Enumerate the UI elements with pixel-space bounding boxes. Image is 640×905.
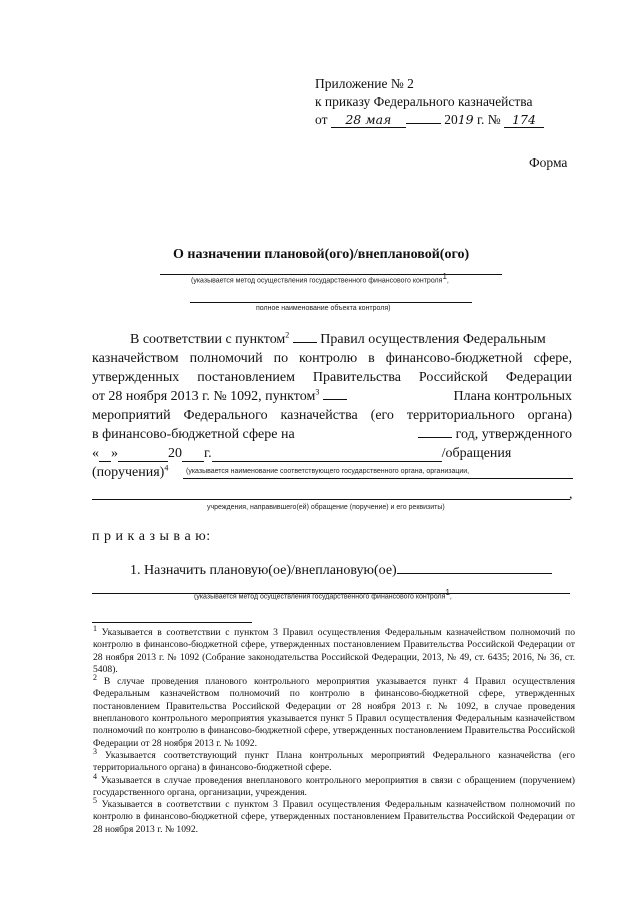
form-label: Форма: [529, 155, 568, 170]
order-word: п р и к а з ы в а ю:: [92, 529, 211, 544]
footnote-5: $^5$ Указывается в соответствии с пунктом 3 Правил осуществления Федеральным казначейством полномочий по контролю в финансово-бюджетной сфере, утвержденных постановлением Правительства Российской Федерации от 28 ноября 2013 г. № 1092.: [93, 795, 575, 835]
footnote-3: $^3$ Указывается соответствующий пункт Плана контрольных мероприятий Федерального казначейства (его территориального органа) в финансово-бюджетной сфере.: [93, 746, 575, 774]
appendix-label: Приложение № 2: [315, 76, 414, 91]
requester-hint: учреждения, направившего(ей) обращение (поручение) и его реквизиты): [207, 504, 445, 511]
footnote-2: $^2$ В случае проведения планового контрольного мероприятия указывается пункт 4 Правил осуществления Федеральным казначейством полномочий по контролю в финансово-бюджетной сфере, утвержденных постановлением Правительства Российской Федерации от 28 ноября 2013 г. № 1092, в случае проведения внепланового контрольного мероприятия указывается пункт 5 Правил осуществления Федеральным казначейством полномочий по контролю в финансово-бюджетной сфере, утвержденных постановлением Правительства Российской Федерации от 28 ноября 2013 г. № 1092.: [93, 673, 575, 749]
order-reference: к приказу Федерального казначейства: [315, 94, 533, 109]
document-title: О назначении плановой(ого)/внеплановой(ого): [173, 247, 470, 262]
paragraph-line-1: В соответствии с пунктом$^2$ Правил осуществления Федеральным: [130, 330, 546, 347]
item-1: 1. Назначить плановую(ое)/внеплановую(ое): [130, 563, 552, 579]
order-number-label: г. №: [477, 112, 501, 127]
paragraph-line-6: в финансово-бюджетной сфере на год, утвержденного: [92, 427, 572, 442]
order-date-line: [315, 112, 544, 128]
document-page: Приложение № 2 к приказу Федерального казначейства от 28 мая 2019 г. № 174 Форма О назначении плановой(ого)/внеплановой(ого) (указывается метод осуществления государственного финансового контроля$^1$, полное наименование объекта контроля) В соответствии с пунктом$^2$ Правил осуществления Федеральным казначейством полномочий по контролю в финансово-бюджетной сфере, утвержденных постановлением Правительства Российской Федерации от 28 ноября 2013 г. № 1092, пунктом$^3$ Плана контрольных мероприятий Федерального казначейства (его территориального органа) в финансово-бюджетной сфере на год, утвержденного « » 20 г. /обращения (поручения)$^4$ (указывается наименование соответствующего государственного органа, организации, , учреждения, направившего(ей) обращение (поручение) и его реквизиты) п р и к а з ы в а ю: 1. Назначить плановую(ое)/внеплановую(ое) (указывается метод осуществления государственного финансового контроля$^1$, $^1$ Указывается в соответствии с пунктом 3 Правил осуществления Федеральным казначейством полномочий по контролю в финансово-бюджетной сфере, утвержденных постановлением Правительства Российской Федерации от 28 ноября 2013 г. № 1092 (Собрание законодательства Российской Федерации, 2013, № 49, ст. 6435; 2016, № 36, ст. 5408). $^2$ В случае проведения планового контрольного мероприятия указывается пункт 4 Правил осуществления Федеральным казначейством полномочий по контролю в финансово-бюджетной сфере, утвержденных постановлением Правительства Российской Федерации от 28 ноября 2013 г. № 1092, в случае проведения внепланового контрольного мероприятия указывается пункт 5 Правил осуществления Федеральным казначейством полномочий по контролю в финансово-бюджетной сфере, утвержденных постановлением Правительства Российской Федерации от 28 ноября 2013 г. № 1092. $^3$ Указывается соответствующий пункт Плана контрольных мероприятий Федерального казначейства (его территориального органа) в финансово-бюджетной сфере. $^4$ Указывается в случае проведения внепланового контрольного мероприятия в связи с обращением (поручением) государственного органа, организации, учреждения. $^5$ Указывается в соответствии с пунктом 3 Правил осуществления Федеральным казначейством полномочий по контролю в финансово-бюджетной сфере, утвержденных постановлением Правительства Российской Федерации от 28 ноября 2013 г. № 1092.: [92, 76, 575, 835]
year-prefix: 20: [444, 112, 458, 127]
paragraph-line-8: (поручения)$^4$: [92, 463, 169, 480]
paragraph-line-7: « » 20 г. /обращения: [92, 446, 512, 461]
footnote-1: $^1$ Указывается в соответствии с пунктом 3 Правил осуществления Федеральным казначейством полномочий по контролю в финансово-бюджетной сфере, утвержденных постановлением Правительства Российской Федерации от 28 ноября 2013 г. № 1092 (Собрание законодательства Российской Федерации, 2013, № 49, ст. 6435; 2016, № 36, ст. 5408).: [93, 623, 575, 675]
footnotes: [93, 623, 575, 836]
paragraph-line-5: мероприятий Федерального казначейства (его территориального органа): [92, 408, 572, 423]
paragraph-line-4: от 28 ноября 2013 г. № 1092, пунктом$^3$ Плана контрольных: [92, 387, 572, 404]
year-suffix: 19: [457, 112, 474, 127]
method-hint-2: (указывается метод осуществления государственного финансового контроля$^1$,: [194, 588, 452, 601]
paragraph-line-2: казначейством полномочий по контролю в финансово-бюджетной сфере,: [92, 351, 572, 366]
object-hint: полное наименование объекта контроля): [256, 305, 391, 312]
paragraph-line-3: утвержденных постановлением Правительства Российской Федерации: [92, 370, 572, 385]
date-prefix: от: [315, 112, 328, 127]
order-day-month: 28 мая: [331, 112, 406, 128]
footnote-4: $^4$ Указывается в случае проведения внепланового контрольного мероприятия в связи с обращением (поручением) государственного органа, организации, учреждения.: [93, 771, 575, 798]
method-hint: (указывается метод осуществления государственного финансового контроля$^1$,: [191, 272, 449, 285]
organization-hint: (указывается наименование соответствующего государственного органа, организации,: [186, 468, 470, 475]
order-number: 174: [504, 112, 544, 128]
